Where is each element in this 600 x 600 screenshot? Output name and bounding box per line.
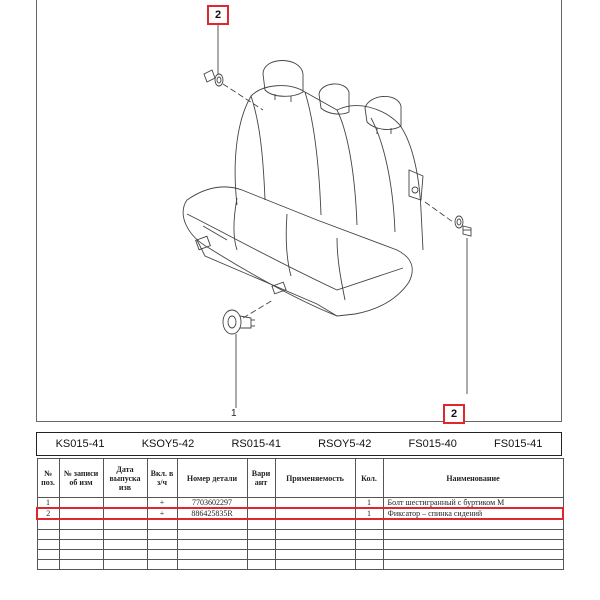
table-row[interactable] <box>37 540 563 550</box>
cell-applicability <box>275 498 355 509</box>
cell-quantity <box>355 560 383 570</box>
cell-issue-date <box>103 550 147 560</box>
cell-change-record <box>59 498 103 509</box>
cell-issue-date <box>103 530 147 540</box>
cell-quantity <box>355 540 383 550</box>
cell-quantity: 1 <box>355 508 383 519</box>
cell-applicability <box>275 530 355 540</box>
cell-applicability <box>275 540 355 550</box>
seat-cushion-front-edge <box>187 214 403 290</box>
model-code: KSOY5-42 <box>141 438 195 450</box>
cell-spare-part: + <box>147 498 177 509</box>
model-code: KS015-41 <box>55 438 105 450</box>
seat-underframe <box>197 240 337 316</box>
callout-bottom-right[interactable]: 2 <box>443 404 465 424</box>
cell-change-record <box>59 540 103 550</box>
backrest-seam-right <box>337 110 357 225</box>
backrest-pivot <box>412 187 418 193</box>
bolt-part-2-right <box>455 216 471 236</box>
table-row[interactable] <box>37 530 563 540</box>
cell-variant <box>247 519 275 530</box>
cell-name <box>383 560 563 570</box>
cell-issue-date <box>103 560 147 570</box>
col-quantity: Кол. <box>355 459 383 498</box>
cell-change-record <box>59 560 103 570</box>
cushion-seam-3 <box>337 238 345 300</box>
backrest-seam-middle <box>305 92 321 215</box>
cell-variant <box>247 540 275 550</box>
cell-spare-part <box>147 560 177 570</box>
col-part-number: Номер детали <box>177 459 247 498</box>
cell-part-number: 7703602297 <box>177 498 247 509</box>
cell-variant <box>247 560 275 570</box>
col-change-record: № записи об изм <box>59 459 103 498</box>
callout-top[interactable]: 2 <box>207 5 229 25</box>
model-code: RS015-41 <box>231 438 281 450</box>
cell-applicability <box>275 550 355 560</box>
cell-part-number <box>177 560 247 570</box>
cell-part-number <box>177 519 247 530</box>
cell-quantity: 1 <box>355 498 383 509</box>
cell-name: Болт шестигранный с буртиком M <box>383 498 563 509</box>
cell-position <box>37 540 59 550</box>
model-code: FS015-41 <box>494 438 543 450</box>
parts-table <box>36 458 564 570</box>
cell-issue-date <box>103 508 147 519</box>
cell-quantity <box>355 550 383 560</box>
cell-issue-date <box>103 519 147 530</box>
cell-part-number <box>177 530 247 540</box>
cell-position <box>37 550 59 560</box>
cell-position: 2 <box>37 508 59 519</box>
table-row[interactable] <box>37 560 563 570</box>
cell-position <box>37 530 59 540</box>
cell-name <box>383 550 563 560</box>
col-position: № поз. <box>37 459 59 498</box>
col-spare-part: Вкл. в з/ч <box>147 459 177 498</box>
col-variant: Вари ант <box>247 459 275 498</box>
cell-spare-part <box>147 519 177 530</box>
cell-variant <box>247 508 275 519</box>
headrest-middle <box>319 84 349 114</box>
cell-name <box>383 540 563 550</box>
table-row[interactable] <box>37 550 563 560</box>
cell-spare-part <box>147 540 177 550</box>
centerline-bottom <box>243 300 273 318</box>
model-code: RSOY5-42 <box>318 438 372 450</box>
bolt-part-1 <box>223 310 255 334</box>
centerline-top <box>223 84 263 110</box>
diagram-panel <box>36 0 562 422</box>
cushion-seam-2 <box>286 214 291 276</box>
cell-spare-part: + <box>147 508 177 519</box>
cell-name <box>383 530 563 540</box>
table-row[interactable] <box>37 498 563 509</box>
cell-name <box>383 519 563 530</box>
cell-variant <box>247 530 275 540</box>
seat-cushion-outline <box>183 187 412 316</box>
bolt-part-2-top <box>204 70 223 86</box>
cell-applicability <box>275 519 355 530</box>
model-code: FS015-40 <box>408 438 457 450</box>
cell-change-record <box>59 550 103 560</box>
parts-sheet <box>36 0 564 600</box>
cell-name: Фиксатор – спинка сидений <box>383 508 563 519</box>
headrest-right <box>365 96 401 129</box>
cell-issue-date <box>103 498 147 509</box>
centerline-right <box>425 202 453 222</box>
cell-spare-part <box>147 550 177 560</box>
cell-change-record <box>59 508 103 519</box>
cell-position <box>37 560 59 570</box>
cell-quantity <box>355 530 383 540</box>
cell-variant <box>247 550 275 560</box>
table-header-row <box>37 459 563 498</box>
cell-position <box>37 519 59 530</box>
backrest-seam-left <box>251 96 265 200</box>
cushion-seam-1 <box>234 198 237 250</box>
model-codes-row <box>36 432 562 456</box>
cell-variant <box>247 498 275 509</box>
cell-change-record <box>59 530 103 540</box>
cell-spare-part <box>147 530 177 540</box>
cell-quantity <box>355 519 383 530</box>
cell-part-number: 886425835R <box>177 508 247 519</box>
col-name: Наименование <box>383 459 563 498</box>
backrest-seam-outer <box>371 118 395 232</box>
part-1-label: 1 <box>231 408 237 419</box>
cell-applicability <box>275 508 355 519</box>
cell-applicability <box>275 560 355 570</box>
table-row[interactable] <box>37 519 563 530</box>
col-issue-date: Дата выпуска изв <box>103 459 147 498</box>
backrest-bracket <box>409 170 423 200</box>
cell-part-number <box>177 550 247 560</box>
headrest-left <box>263 61 303 97</box>
seat-diagram <box>37 0 563 422</box>
cell-position: 1 <box>37 498 59 509</box>
cell-part-number <box>177 540 247 550</box>
col-applicability: Применяемость <box>275 459 355 498</box>
table-row[interactable] <box>37 508 563 519</box>
cell-issue-date <box>103 540 147 550</box>
cell-change-record <box>59 519 103 530</box>
